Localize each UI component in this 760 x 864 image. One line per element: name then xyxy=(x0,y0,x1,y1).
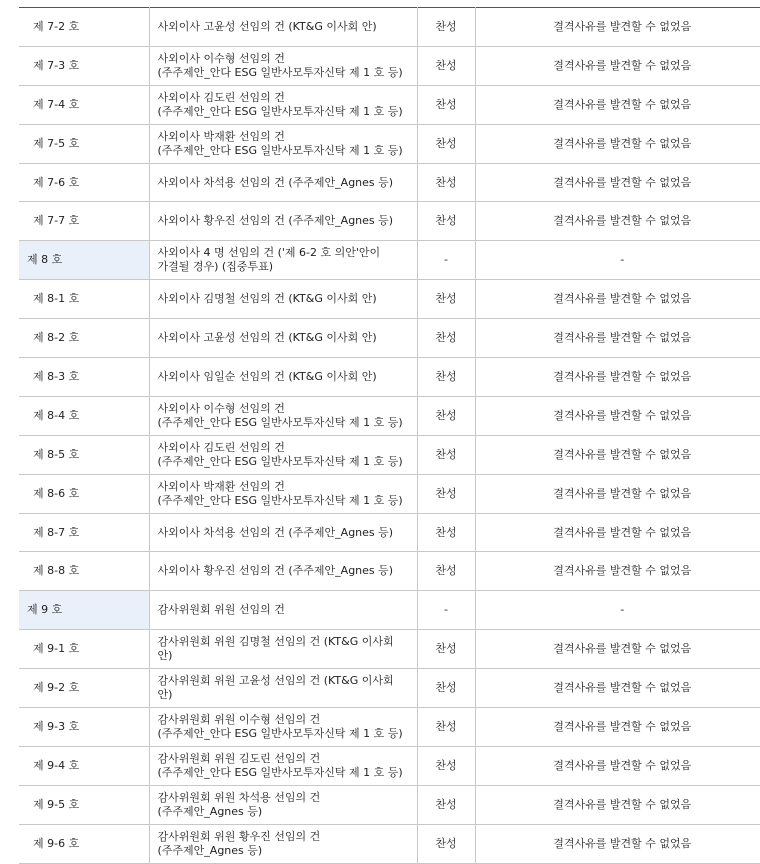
vote-decision: - xyxy=(417,241,475,280)
vote-decision: 찬성 xyxy=(417,124,475,163)
vote-decision: 찬성 xyxy=(417,396,475,435)
agenda-number: 제 8 호 xyxy=(19,241,149,280)
agenda-row xyxy=(19,552,760,591)
vote-reason: 결격사유를 발견할 수 없었음 xyxy=(475,46,760,85)
agenda-description xyxy=(149,591,417,630)
vote-decision: 찬성 xyxy=(417,552,475,591)
agenda-row xyxy=(19,435,760,474)
agenda-row-main xyxy=(19,241,760,280)
agenda-description xyxy=(149,85,417,124)
agenda-row xyxy=(19,8,760,47)
description-line: (주주제안_안다 ESG 일반사모투자신탁 제 1 호 등) xyxy=(157,493,403,507)
description-line: 사외이사 이수형 선임의 건 xyxy=(157,401,285,415)
agenda-number: 제 8-5 호 xyxy=(19,435,149,474)
vote-reason: 결격사유를 발견할 수 없었음 xyxy=(475,163,760,202)
description-line: 감사위원회 위원 고윤성 선임의 건 (KT&G 이사회 xyxy=(157,674,394,688)
agenda-row xyxy=(19,630,760,669)
agenda-number: 제 8-2 호 xyxy=(19,319,149,358)
agenda-number: 제 9-5 호 xyxy=(19,785,149,824)
agenda-number: 제 8-4 호 xyxy=(19,396,149,435)
description-line: 사외이사 황우진 선임의 건 (주주제안_Agnes 등) xyxy=(157,214,394,228)
vote-reason: 결격사유를 발견할 수 없었음 xyxy=(475,8,760,47)
description-line: (주주제안_안다 ESG 일반사모투자신탁 제 1 호 등) xyxy=(157,65,403,79)
agenda-number: 제 8-7 호 xyxy=(19,513,149,552)
vote-reason: 결격사유를 발견할 수 없었음 xyxy=(475,824,760,863)
vote-decision: 찬성 xyxy=(417,358,475,397)
description-line: 사외이사 임일순 선임의 건 (KT&G 이사회 안) xyxy=(157,369,377,383)
vote-decision: 찬성 xyxy=(417,746,475,785)
vote-reason: 결격사유를 발견할 수 없었음 xyxy=(475,202,760,241)
vote-reason: 결격사유를 발견할 수 없었음 xyxy=(475,513,760,552)
agenda-number: 제 7-2 호 xyxy=(19,8,149,47)
agenda-row xyxy=(19,163,760,202)
vote-reason: 결격사유를 발견할 수 없었음 xyxy=(475,358,760,397)
agenda-row xyxy=(19,513,760,552)
agenda-number: 제 9-4 호 xyxy=(19,746,149,785)
agenda-row xyxy=(19,124,760,163)
voting-table-body xyxy=(19,8,760,864)
agenda-row xyxy=(19,280,760,319)
vote-reason: 결격사유를 발견할 수 없었음 xyxy=(475,319,760,358)
description-line: (주주제안_안다 ESG 일반사모투자신탁 제 1 호 등) xyxy=(157,415,403,429)
agenda-number: 제 9-6 호 xyxy=(19,824,149,863)
agenda-row xyxy=(19,46,760,85)
vote-decision: 찬성 xyxy=(417,474,475,513)
agenda-row xyxy=(19,474,760,513)
agenda-row xyxy=(19,746,760,785)
vote-decision: 찬성 xyxy=(417,513,475,552)
vote-reason: 결격사유를 발견할 수 없었음 xyxy=(475,435,760,474)
vote-decision: 찬성 xyxy=(417,280,475,319)
agenda-number: 제 7-7 호 xyxy=(19,202,149,241)
vote-decision: 찬성 xyxy=(417,163,475,202)
agenda-row-main xyxy=(19,591,760,630)
vote-reason: 결격사유를 발견할 수 없었음 xyxy=(475,552,760,591)
agenda-number: 제 7-3 호 xyxy=(19,46,149,85)
vote-decision: 찬성 xyxy=(417,46,475,85)
description-line: 사외이사 박재환 선임의 건 xyxy=(157,479,285,493)
vote-reason: 결격사유를 발견할 수 없었음 xyxy=(475,708,760,747)
agenda-description xyxy=(149,630,417,669)
agenda-description xyxy=(149,435,417,474)
vote-reason: 결격사유를 발견할 수 없었음 xyxy=(475,124,760,163)
agenda-description xyxy=(149,358,417,397)
description-line: 감사위원회 위원 김도린 선임의 건 xyxy=(157,751,321,765)
vote-reason: 결격사유를 발견할 수 없었음 xyxy=(475,746,760,785)
agenda-number: 제 7-6 호 xyxy=(19,163,149,202)
agenda-row xyxy=(19,396,760,435)
description-line: 사외이사 박재환 선임의 건 xyxy=(157,129,285,143)
description-line: 사외이사 차석용 선임의 건 (주주제안_Agnes 등) xyxy=(157,175,394,189)
vote-decision: 찬성 xyxy=(417,202,475,241)
description-line: 감사위원회 위원 선임의 건 xyxy=(157,603,285,617)
description-line: 감사위원회 위원 황우진 선임의 건 xyxy=(157,829,321,843)
vote-decision: 찬성 xyxy=(417,630,475,669)
agenda-row xyxy=(19,319,760,358)
description-line: (주주제안_안다 ESG 일반사모투자신탁 제 1 호 등) xyxy=(157,104,403,118)
agenda-row xyxy=(19,708,760,747)
agenda-row xyxy=(19,202,760,241)
agenda-description xyxy=(149,552,417,591)
vote-decision: 찬성 xyxy=(417,708,475,747)
agenda-description xyxy=(149,124,417,163)
description-line: 사외이사 차석용 선임의 건 (주주제안_Agnes 등) xyxy=(157,525,394,539)
description-line: (주주제안_안다 ESG 일반사모투자신탁 제 1 호 등) xyxy=(157,454,403,468)
agenda-number: 제 8-3 호 xyxy=(19,358,149,397)
description-line: (주주제안_안다 ESG 일반사모투자신탁 제 1 호 등) xyxy=(157,765,403,779)
vote-reason: 결격사유를 발견할 수 없었음 xyxy=(475,85,760,124)
description-line: 감사위원회 위원 김명철 선임의 건 (KT&G 이사회 xyxy=(157,635,394,649)
description-line: 사외이사 김도린 선임의 건 xyxy=(157,440,285,454)
agenda-description xyxy=(149,8,417,47)
agenda-row xyxy=(19,785,760,824)
agenda-row xyxy=(19,824,760,863)
description-line: (주주제안_안다 ESG 일반사모투자신탁 제 1 호 등) xyxy=(157,726,403,740)
agenda-description xyxy=(149,785,417,824)
vote-reason: 결격사유를 발견할 수 없었음 xyxy=(475,474,760,513)
description-line: 사외이사 고윤성 선임의 건 (KT&G 이사회 안) xyxy=(157,331,377,345)
description-line: 가결될 경우) (집중투표) xyxy=(157,260,274,274)
agenda-description xyxy=(149,202,417,241)
vote-reason: - xyxy=(475,591,760,630)
vote-decision: - xyxy=(417,591,475,630)
description-line: 사외이사 4 명 선임의 건 ('제 6-2 호 의안'안이 xyxy=(157,246,381,260)
agenda-row xyxy=(19,669,760,708)
agenda-description xyxy=(149,280,417,319)
agenda-description xyxy=(149,241,417,280)
agenda-description xyxy=(149,474,417,513)
agenda-description xyxy=(149,708,417,747)
agenda-number: 제 9-3 호 xyxy=(19,708,149,747)
vote-decision: 찬성 xyxy=(417,824,475,863)
agenda-description xyxy=(149,46,417,85)
vote-decision: 찬성 xyxy=(417,319,475,358)
agenda-row xyxy=(19,358,760,397)
description-line: 사외이사 황우진 선임의 건 (주주제안_Agnes 등) xyxy=(157,564,394,578)
description-line: 사외이사 고윤성 선임의 건 (KT&G 이사회 안) xyxy=(157,19,377,33)
vote-decision: 찬성 xyxy=(417,785,475,824)
agenda-description xyxy=(149,163,417,202)
vote-decision: 찬성 xyxy=(417,669,475,708)
vote-reason: 결격사유를 발견할 수 없었음 xyxy=(475,785,760,824)
agenda-number: 제 9-1 호 xyxy=(19,630,149,669)
agenda-number: 제 9-2 호 xyxy=(19,669,149,708)
vote-reason: 결격사유를 발견할 수 없었음 xyxy=(475,669,760,708)
agenda-number: 제 8-6 호 xyxy=(19,474,149,513)
vote-decision: 찬성 xyxy=(417,435,475,474)
description-line: (주주제안_Agnes 등) xyxy=(157,843,263,857)
agenda-description xyxy=(149,319,417,358)
agenda-description xyxy=(149,669,417,708)
agenda-number: 제 7-4 호 xyxy=(19,85,149,124)
agenda-description xyxy=(149,513,417,552)
description-line: 감사위원회 위원 차석용 선임의 건 xyxy=(157,790,321,804)
description-line: (주주제안_Agnes 등) xyxy=(157,804,263,818)
description-line: (주주제안_안다 ESG 일반사모투자신탁 제 1 호 등) xyxy=(157,143,403,157)
vote-decision: 찬성 xyxy=(417,85,475,124)
description-line: 안) xyxy=(157,688,173,702)
agenda-description xyxy=(149,824,417,863)
description-line: 사외이사 김도린 선임의 건 xyxy=(157,90,285,104)
voting-table xyxy=(19,7,760,864)
description-line: 사외이사 김명철 선임의 건 (KT&G 이사회 안) xyxy=(157,292,377,306)
agenda-row xyxy=(19,85,760,124)
agenda-description xyxy=(149,396,417,435)
agenda-description xyxy=(149,746,417,785)
description-line: 사외이사 이수형 선임의 건 xyxy=(157,51,285,65)
agenda-number: 제 7-5 호 xyxy=(19,124,149,163)
agenda-number: 제 8-1 호 xyxy=(19,280,149,319)
description-line: 안) xyxy=(157,649,173,663)
agenda-number: 제 9 호 xyxy=(19,591,149,630)
description-line: 감사위원회 위원 이수형 선임의 건 xyxy=(157,712,321,726)
vote-reason: 결격사유를 발견할 수 없었음 xyxy=(475,630,760,669)
vote-reason: 결격사유를 발견할 수 없었음 xyxy=(475,280,760,319)
vote-reason: - xyxy=(475,241,760,280)
vote-decision: 찬성 xyxy=(417,8,475,47)
vote-reason: 결격사유를 발견할 수 없었음 xyxy=(475,396,760,435)
agenda-number: 제 8-8 호 xyxy=(19,552,149,591)
